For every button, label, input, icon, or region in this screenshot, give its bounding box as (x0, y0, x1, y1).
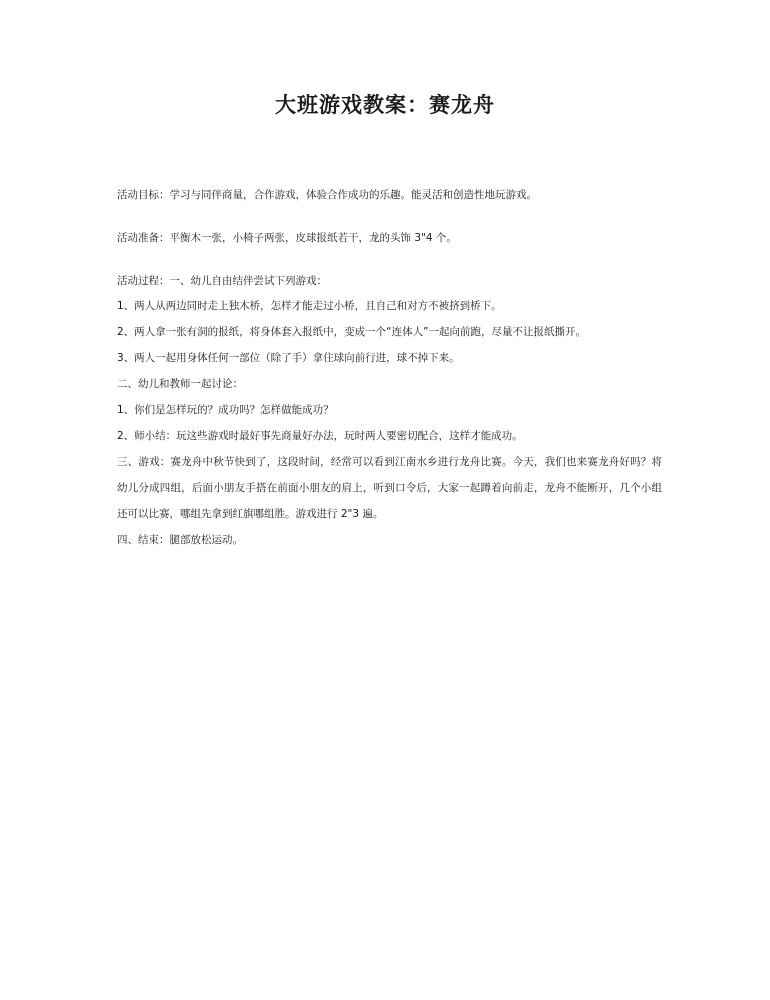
process-step-3: 3、两人一起用身体任何一部位（除了手）拿住球向前行进，球不掉下来。 (117, 352, 460, 364)
document-title: 大班游戏教案：赛龙舟 (275, 92, 495, 117)
discussion-heading: 二、幼儿和教师一起讨论： (117, 378, 243, 390)
activity-preparation-paragraph: 活动准备：平衡木一张，小椅子两张，皮球报纸若干，龙的头饰 3"4 个。 (117, 232, 457, 244)
discussion-item-2: 2、师小结：玩这些游戏时最好事先商量好办法，玩时两人要密切配合，这样才能成功。 (117, 430, 523, 442)
process-step-1: 1、两人从两边同时走上独木桥，怎样才能走过小桥，且自己和对方不被挤到桥下。 (117, 300, 502, 312)
activity-process-heading: 活动过程：一、幼儿自由结伴尝试下列游戏： (117, 275, 327, 287)
ending-paragraph: 四、结束：腿部放松运动。 (117, 534, 243, 546)
game-section-paragraph: 三、游戏：赛龙舟中秋节快到了，这段时间，经常可以看到江南水乡进行龙舟比赛。今天，我们也来赛龙舟好吗？将幼儿分成四组，后面小朋友手搭在前面小朋友的肩上，听到口令后，大家一起蹲着向前走，龙舟不能断开，几个小组还可以比赛，哪组先拿到红旗哪组胜。游戏进行 2"3 遍。 (117, 456, 662, 520)
discussion-item-1: 1、你们是怎样玩的？成功吗？怎样做能成功？ (117, 404, 334, 416)
process-step-2: 2、两人拿一张有洞的报纸，将身体套入报纸中，变成一个“连体人”一起向前跑，尽量不让报纸撕开。 (117, 326, 587, 338)
activity-goal-paragraph: 活动目标：学习与同伴商量，合作游戏，体验合作成功的乐趣。能灵活和创造性地玩游戏。 (117, 189, 537, 201)
